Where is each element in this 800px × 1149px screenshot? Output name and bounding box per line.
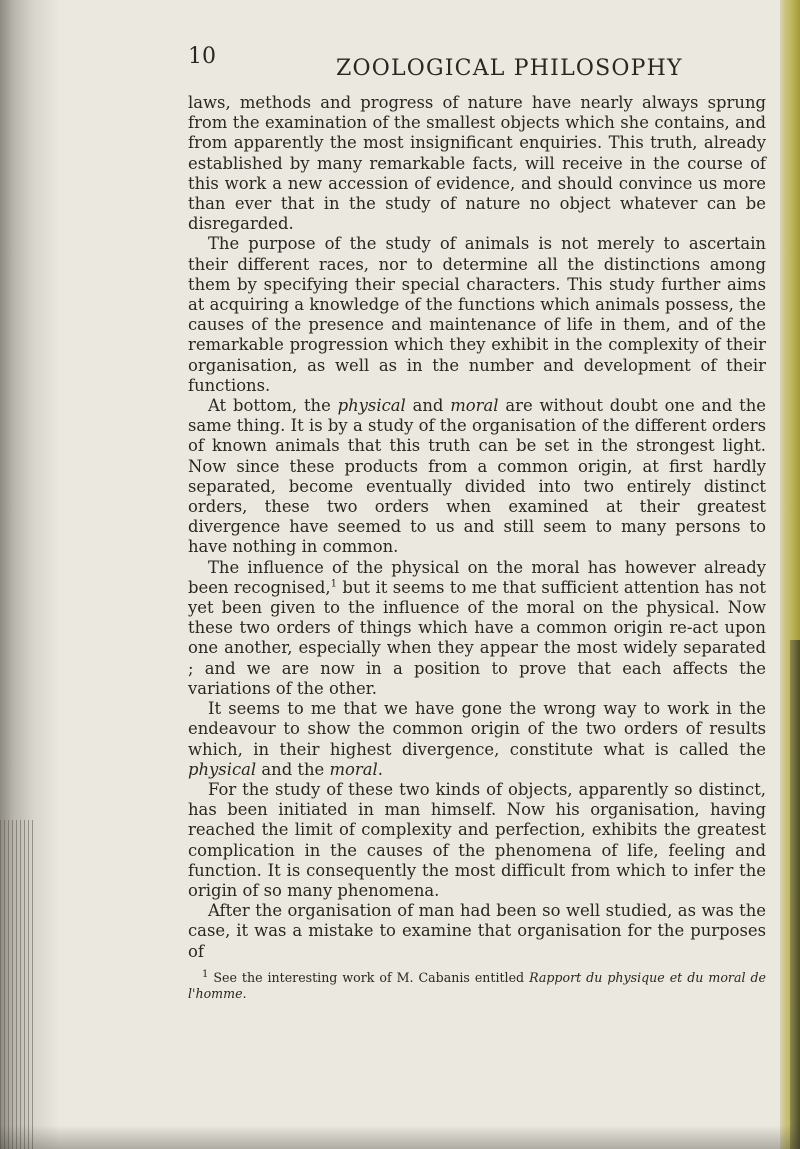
- paragraph-7-text: After the organisation of man had been so well studied, as was the case, it was a mistake to examine that organisation for the purposes of: [188, 901, 766, 961]
- footnote-text-a: See the interesting work of M. Cabanis entitled: [208, 969, 530, 985]
- paragraph-3-italic-moral: moral: [450, 396, 499, 416]
- paragraph-3: [188, 396, 766, 558]
- paragraph-6-text: For the study of these two kinds of objects, apparently so distinct, has been initiated in man himself. Now his organisation, having reached the limit of complexity and perfection, exhibits the greatest complication in the causes of the phenomena of life, feeling and function. It is consequently the most difficult from which to infer the origin of so many phenomena.: [188, 779, 766, 900]
- paragraph-2-text: The purpose of the study of animals is not merely to ascertain their different races, nor to determine all the distinctions among them by specifying their special characters. This study further aims at acquiring a knowledge of the functions which animals possess, the causes of the presence and maintenance of life in them, and of the remarkable progression which they exhibit in the complexity of their organisation, as well as in the number and development of their functions.: [188, 234, 766, 395]
- paragraph-1-text: laws, methods and progress of nature have nearly always sprung from the examination of the smallest objects which she contains, and from apparently the most insignificant enquiries. This truth, already established by many remarkable facts, will receive in the course of this work a new accession of evidence, and should convince us more than ever that in the study of nature no object whatever can be disregarded.: [188, 93, 766, 234]
- page-number: 10: [188, 44, 216, 69]
- footnote: [188, 970, 766, 1002]
- paragraph-3-text-b: and: [405, 396, 451, 416]
- page-header: [188, 44, 748, 84]
- paragraph-6: [188, 780, 766, 901]
- paragraph-7: [188, 901, 766, 962]
- paragraph-5-text-a: It seems to me that we have gone the wrong way to work in the endeavour to show the common origin of the two orders of results which, in their highest divergence, constitute what is called the: [188, 699, 766, 759]
- paragraph-5-text-b: and the: [256, 759, 330, 779]
- page-stack-edge-shadow: [790, 640, 800, 1149]
- footnote-text-b: .: [242, 985, 247, 1001]
- paragraph-3-text-c: are without doubt one and the same thing. It is by a study of the organisation of the different orders of known animals that this truth can be set in the strongest light. Now since these products from a common origin, at first hardly separated, become eventually divided into two entirely distinct orders, these two orders when examined at their greatest divergence have seemed to us and still seem to many persons to have nothing in common.: [188, 396, 767, 557]
- body-text: [188, 93, 766, 1014]
- paragraph-4-text-a: The influence of the physical on the moral has however already been recognised,: [188, 557, 766, 597]
- footnote-marker: 1: [202, 968, 209, 980]
- paragraph-3-text-a: At bottom, the: [208, 396, 338, 416]
- paragraph-3-italic-physical: physical: [337, 396, 406, 416]
- bottom-shadow: [0, 1125, 800, 1149]
- paragraph-4-text-b: but it seems to me that sufficient attention has not yet been given to the influence of the moral on the physical. Now these two orders of things which have a common origin re-act upon one another, especially when they appear the most widely separated ; and we are now in a position to prove that each affects the variations of the other.: [188, 577, 766, 698]
- paragraph-5-text-c: .: [377, 759, 383, 779]
- paragraph-5-italic-moral: moral: [329, 759, 378, 779]
- paragraph-2: [188, 234, 766, 396]
- binding-texture: [0, 820, 34, 1149]
- footnote-reference[interactable]: 1: [330, 578, 337, 590]
- running-head: ZOOLOGICAL PHILOSOPHY: [336, 56, 683, 81]
- paragraph-5: [188, 699, 766, 780]
- paragraph-1: [188, 93, 766, 234]
- footnote-italic-title: Rapport du physique et du moral de l'homme: [188, 969, 766, 1001]
- paragraph-4: [188, 558, 766, 699]
- paragraph-5-italic-physical: physical: [188, 759, 257, 779]
